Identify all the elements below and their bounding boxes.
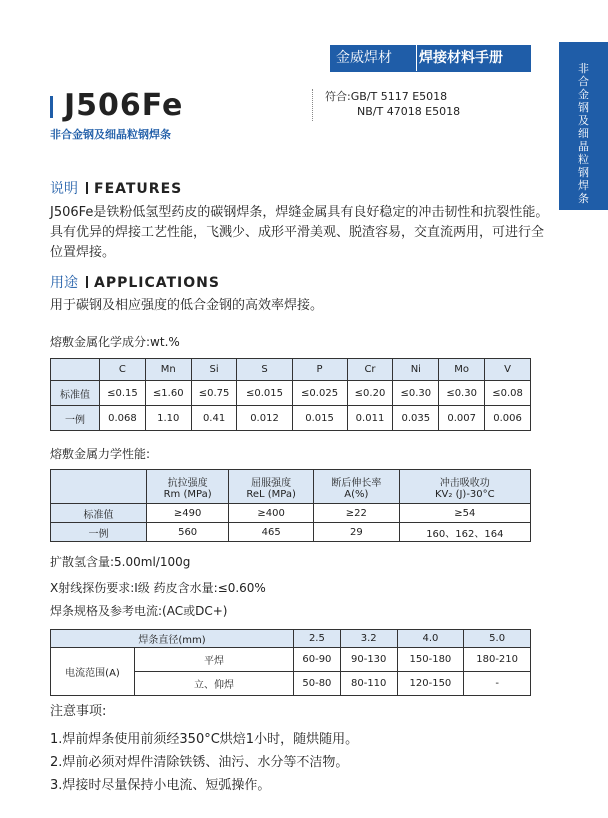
heading-divider (86, 182, 88, 194)
table-corner-cell (51, 470, 147, 504)
table-cell: ≤1.60 (145, 381, 191, 406)
table-cell: - (464, 672, 531, 696)
applications-heading (50, 272, 220, 292)
table-header-cell: 4.0 (397, 630, 464, 648)
table-header-cell: S (237, 359, 292, 381)
table-cell: 465 (229, 523, 314, 542)
row-label-cell: 一例 (51, 523, 147, 542)
features-text: J506Fe是铁粉低氢型药皮的碳钢焊条，焊缝金属具有良好稳定的冲击韧性和抗裂性能。具有优异的焊接工艺性能，飞溅少、成形平滑美观、脱渣容易，交直流两用，可进行全位置焊接。 (50, 205, 549, 260)
xray-requirement: X射线探伤要求:Ⅰ级 药皮含水量:≤0.60% (50, 581, 266, 595)
table-row (51, 523, 531, 542)
table-cell: 0.011 (347, 406, 393, 431)
table-header-cell: Mn (145, 359, 191, 381)
standards-bracket (312, 89, 315, 121)
table-cell: ≤0.30 (439, 381, 485, 406)
table-cell: 0.012 (237, 406, 292, 431)
table-cell: 150-180 (397, 648, 464, 672)
chem-table-label: 熔敷金属化学成分:wt.% (50, 335, 180, 349)
position-cell: 平焊 (135, 648, 294, 672)
table-header-row (51, 359, 531, 381)
table-header-cell: C (100, 359, 146, 381)
header-line-1: 冲击吸收功 (439, 477, 490, 489)
chem-composition-table (50, 358, 531, 431)
table-cell: 1.10 (145, 406, 191, 431)
brand-underline (330, 71, 531, 72)
header-line-1: 屈服强度 (251, 477, 292, 489)
table-header-row (51, 470, 531, 504)
header-line-2: A(%) (344, 488, 369, 500)
table-corner-cell (51, 359, 100, 381)
table-header-cell: P (292, 359, 347, 381)
standard-line-1: 符合:GB/T 5117 E5018 (325, 90, 448, 103)
table-header-cell (147, 470, 229, 504)
brand-banner (330, 45, 531, 71)
table-cell: ≤0.025 (292, 381, 347, 406)
table-cell: 90-130 (340, 648, 397, 672)
current-table-label: 焊条规格及参考电流:(AC或DC+) (50, 604, 228, 618)
table-header-cell: Mo (439, 359, 485, 381)
table-header-cell (314, 470, 400, 504)
table-header-cell: 3.2 (340, 630, 397, 648)
table-header-cell: Cr (347, 359, 393, 381)
table-row (51, 406, 531, 431)
table-cell: 0.007 (439, 406, 485, 431)
table-cell: ≤0.015 (237, 381, 292, 406)
table-cell: 80-110 (340, 672, 397, 696)
header-line-1: 断后伸长率 (331, 477, 382, 489)
table-row (51, 648, 531, 672)
table-cell: ≤0.15 (100, 381, 146, 406)
applications-heading-en: APPLICATIONS (94, 275, 220, 291)
table-cell: 29 (314, 523, 400, 542)
features-heading-cn: 说明 (50, 181, 78, 197)
table-header-cell: Ni (393, 359, 439, 381)
table-cell: ≤0.08 (485, 381, 531, 406)
row-label-cell: 标准值 (51, 381, 100, 406)
table-cell: 0.41 (191, 406, 237, 431)
standard-line-2: NB/T 47018 E5018 (357, 105, 461, 118)
table-cell: 560 (147, 523, 229, 542)
table-cell: ≥490 (147, 504, 229, 523)
note-item: 2.焊前必须对焊件清除铁锈、油污、水分等不洁物。 (50, 755, 349, 770)
product-subtitle: 非合金钢及细晶粒钢焊条 (50, 128, 171, 141)
table-cell: ≤0.75 (191, 381, 237, 406)
note-item: 1.焊前焊条使用前须经350°C烘焙1小时，随烘随用。 (50, 732, 359, 747)
table-header-row (51, 630, 531, 648)
table-row (51, 381, 531, 406)
brand-handbook-title: 焊接材料手册 (416, 45, 531, 71)
table-header-cell (399, 470, 530, 504)
applications-heading-cn: 用途 (50, 275, 78, 291)
table-cell: ≥22 (314, 504, 400, 523)
welding-current-table (50, 629, 531, 696)
table-cell: 180-210 (464, 648, 531, 672)
table-header-cell: 2.5 (293, 630, 340, 648)
header-line-1: 抗拉强度 (167, 477, 208, 489)
table-cell: 0.068 (100, 406, 146, 431)
features-heading-en: FEATURES (94, 181, 183, 197)
category-side-tab-label: 非合金钢及细晶粒钢焊条 (578, 62, 589, 205)
table-cell: 0.015 (292, 406, 347, 431)
table-cell: 120-150 (397, 672, 464, 696)
table-cell: 0.035 (393, 406, 439, 431)
brand-name: 金威焊材 (330, 45, 416, 71)
table-cell: 60-90 (293, 648, 340, 672)
mech-properties-table (50, 469, 531, 542)
title-accent-bar (50, 96, 53, 118)
category-side-tab (559, 42, 608, 210)
heading-divider (86, 276, 88, 288)
table-cell: ≤0.30 (393, 381, 439, 406)
diameter-label-cell: 焊条直径(mm) (51, 630, 294, 648)
features-heading (50, 178, 182, 198)
row-label-cell: 标准值 (51, 504, 147, 523)
table-header-cell: Si (191, 359, 237, 381)
table-header-cell (229, 470, 314, 504)
header-line-2: ReL (MPa) (246, 488, 296, 500)
current-range-label-cell: 电流范围(A) (51, 648, 135, 696)
header-line-2: Rm (MPa) (163, 488, 212, 500)
applications-text: 用于碳钢及相应强度的低合金钢的高效率焊接。 (50, 298, 324, 313)
row-label-cell: 一例 (51, 406, 100, 431)
position-cell: 立、仰焊 (135, 672, 294, 696)
table-cell: ≤0.20 (347, 381, 393, 406)
table-cell: ≥54 (399, 504, 530, 523)
table-header-cell: 5.0 (464, 630, 531, 648)
mech-table-label: 熔敷金属力学性能: (50, 447, 151, 461)
table-cell: 0.006 (485, 406, 531, 431)
table-cell: 160、162、164 (399, 523, 530, 542)
table-row (51, 504, 531, 523)
table-cell: ≥400 (229, 504, 314, 523)
product-title: J506Fe (64, 88, 184, 123)
table-cell: 50-80 (293, 672, 340, 696)
table-header-cell: V (485, 359, 531, 381)
notes-title: 注意事项: (50, 704, 107, 719)
hydrogen-content: 扩散氢含量:5.00ml/100g (50, 555, 191, 569)
header-line-2: KV₂ (J)-30°C (434, 488, 495, 500)
note-item: 3.焊接时尽量保持小电流、短弧操作。 (50, 778, 271, 793)
